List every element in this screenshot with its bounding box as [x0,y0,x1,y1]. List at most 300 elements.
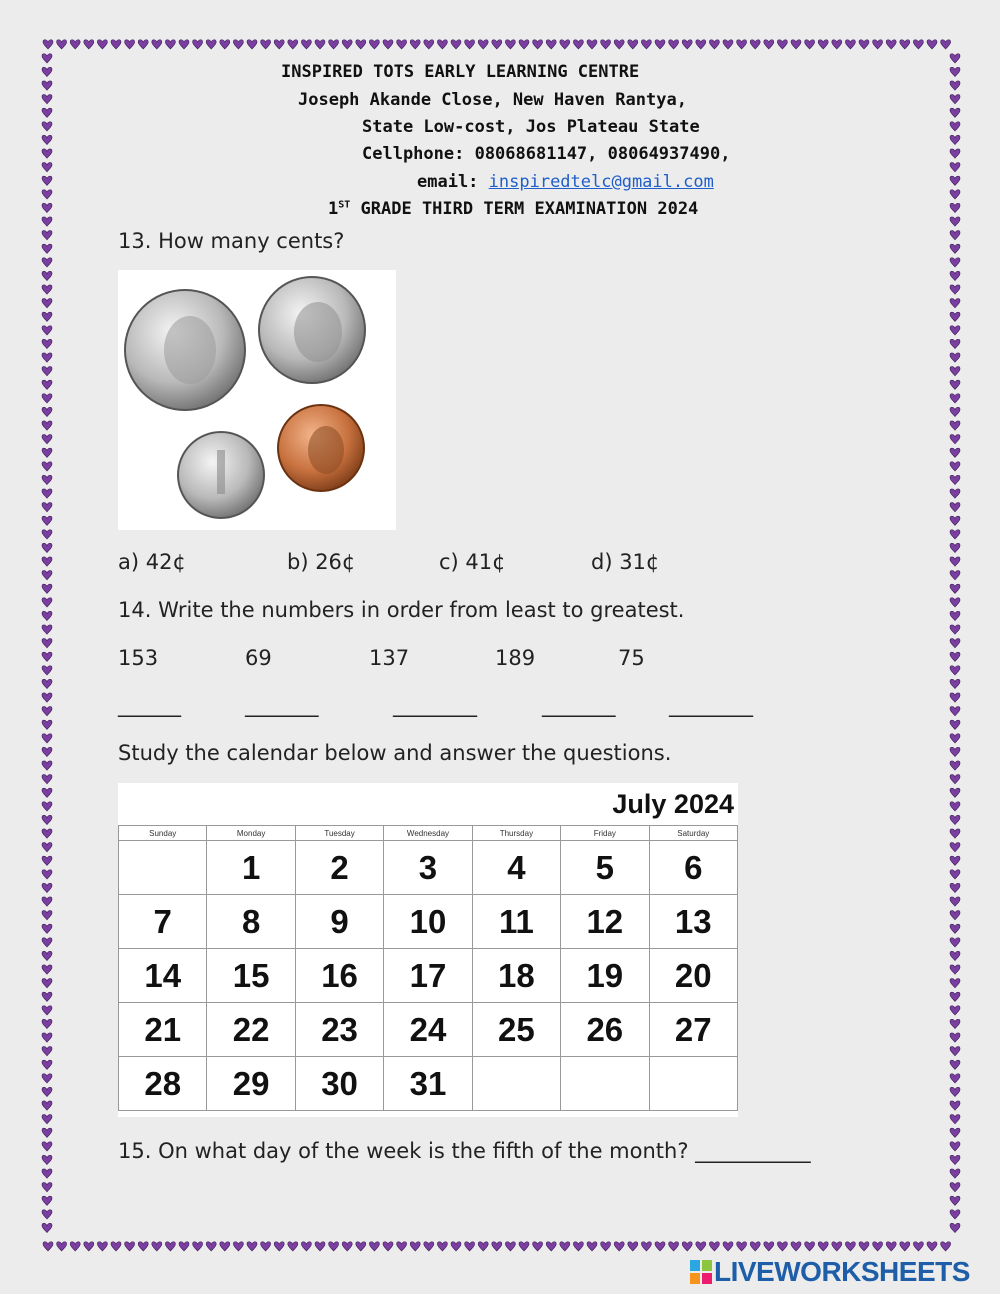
heart-ornament [42,475,52,484]
heart-ornament [478,1242,488,1251]
heart-ornament [519,1242,529,1251]
heart-ornament [950,1128,960,1137]
heart-ornament [950,543,960,552]
heart-ornament [152,1242,162,1251]
heart-ornament [913,1242,923,1251]
heart-ornament [950,802,960,811]
heart-ornament [832,1242,842,1251]
liveworksheets-icon [690,1260,712,1284]
logo-text: LIVEWORKSHEETS [714,1256,970,1287]
calendar-date-cell [561,1057,649,1111]
heart-ornament [950,747,960,756]
email-link[interactable]: inspiredtelc@gmail.com [488,172,714,192]
heart-ornament [950,1087,960,1096]
heart-ornament [84,1242,94,1251]
heart-ornament [43,40,53,49]
heart-ornament [723,40,733,49]
heart-ornament [410,40,420,49]
heart-ornament [356,40,366,49]
heart-ornament [655,40,665,49]
calendar-date-cell: 5 [561,841,649,895]
calendar-week-row [119,841,738,895]
heart-ornament [950,584,960,593]
calendar-week-row [119,895,738,949]
heart-ornament [950,598,960,607]
heart-ornament [42,407,52,416]
heart-ornament [950,394,960,403]
heart-ornament [950,1047,960,1056]
heart-ornament [42,149,52,158]
heart-ornament [950,1101,960,1110]
heart-ornament [950,176,960,185]
calendar-intro: Study the calendar below and answer the questions. [118,741,672,765]
heart-ornament [950,530,960,539]
heart-ornament [152,40,162,49]
heart-ornament [950,843,960,852]
heart-ornament [42,761,52,770]
heart-ornament [950,380,960,389]
calendar-week-row [119,1003,738,1057]
heart-ornament [950,734,960,743]
heart-ornament [950,1169,960,1178]
heart-ornament [42,326,52,335]
heart-ornament [206,1242,216,1251]
heart-ornament [950,1115,960,1124]
heart-ornament [42,271,52,280]
heart-ornament [42,122,52,131]
heart-ornament [42,1047,52,1056]
answer-blank-2[interactable]: _______ [245,693,319,717]
heart-ornament [950,190,960,199]
heart-ornament [950,122,960,131]
option-c: c) 41¢ [439,550,506,574]
calendar-week-row [119,1057,738,1111]
heart-ornament [369,40,379,49]
heart-ornament [818,40,828,49]
heart-ornament [42,176,52,185]
heart-ornament [777,1242,787,1251]
heart-ornament [437,40,447,49]
heart-ornament [42,203,52,212]
heart-ornament [42,938,52,947]
heart-ornament [42,1060,52,1069]
heart-ornament [43,1242,53,1251]
heart-ornament [950,870,960,879]
heart-ornament [42,54,52,63]
heart-ornament [478,40,488,49]
heart-ornament [950,503,960,512]
heart-ornament [950,856,960,865]
exam-title [328,199,698,219]
heart-ornament [737,1242,747,1251]
calendar-date-cell [472,1057,560,1111]
heart-ornament [950,475,960,484]
heart-ornament [329,40,339,49]
number-item: 137 [369,646,410,670]
option-b: b) 26¢ [287,550,356,574]
heart-ornament [42,639,52,648]
heart-ornament [950,979,960,988]
heart-ornament [950,367,960,376]
heart-ornament [220,40,230,49]
heart-ornament [42,843,52,852]
heart-ornament [397,1242,407,1251]
heart-ornament [696,1242,706,1251]
heart-ornament [669,40,679,49]
heart-ornament [42,1006,52,1015]
heart-ornament [42,1128,52,1137]
heart-ornament [950,326,960,335]
heart-ornament [641,1242,651,1251]
heart-ornament [950,1074,960,1083]
heart-ornament [42,747,52,756]
heart-ornament [42,190,52,199]
calendar-date-cell: 24 [384,1003,472,1057]
answer-blank-5[interactable]: ________ [669,693,753,717]
calendar-date-cell: 14 [119,949,207,1003]
heart-ornament [329,1242,339,1251]
heart-ornament [950,54,960,63]
heart-ornament [342,40,352,49]
calendar-day-header: Monday [207,826,295,841]
heart-ornament [42,666,52,675]
calendar-date-cell: 2 [295,841,383,895]
heart-ornament [42,67,52,76]
heart-ornament [42,244,52,253]
heart-ornament [950,1196,960,1205]
heart-ornament [900,1242,910,1251]
heart-ornament [750,40,760,49]
calendar-day-header: Tuesday [295,826,383,841]
heart-ornament [927,40,937,49]
heart-ornament [950,1142,960,1151]
number-item: 153 [118,646,159,670]
calendar-date-cell: 17 [384,949,472,1003]
calendar-date-cell: 28 [119,1057,207,1111]
heart-ornament [533,1242,543,1251]
heart-ornament [342,1242,352,1251]
calendar-date-cell: 9 [295,895,383,949]
heart-ornament [42,1210,52,1219]
heart-ornament [315,40,325,49]
heart-ornament [42,462,52,471]
heart-ornament [614,40,624,49]
heart-ornament [42,312,52,321]
heart-ornament [950,965,960,974]
calendar-day-header: Wednesday [384,826,472,841]
heart-ornament [70,40,80,49]
heart-ornament [111,1242,121,1251]
heart-ornament [900,40,910,49]
answer-blank-4[interactable]: _______ [542,693,616,717]
heart-ornament [950,625,960,634]
heart-ornament [950,815,960,824]
heart-ornament [950,775,960,784]
heart-ornament [950,1006,960,1015]
heart-ornament [950,353,960,362]
calendar-date-cell [649,1057,737,1111]
heart-ornament [220,1242,230,1251]
heart-ornament [587,40,597,49]
calendar-date-cell [119,841,207,895]
address-line-1: Joseph Akande Close, New Haven Rantya, [298,90,687,110]
heart-ornament [42,367,52,376]
heart-ornament [950,299,960,308]
heart-ornament [42,802,52,811]
heart-ornament [42,707,52,716]
heart-ornament [42,516,52,525]
heart-ornament [42,1142,52,1151]
heart-ornament [97,40,107,49]
heart-ornament [873,40,883,49]
heart-ornament [950,639,960,648]
heart-ornament [950,897,960,906]
calendar-date-cell: 8 [207,895,295,949]
heart-ornament [950,135,960,144]
heart-ornament [42,979,52,988]
heart-ornament [519,40,529,49]
heart-ornament [950,81,960,90]
heart-ornament [410,1242,420,1251]
heart-ornament [950,421,960,430]
heart-ornament [950,258,960,267]
heart-ornament [274,1242,284,1251]
heart-ornament [179,1242,189,1251]
heart-ornament [42,1115,52,1124]
heart-ornament [125,1242,135,1251]
heart-ornament [628,1242,638,1251]
heart-ornament [42,353,52,362]
school-name: INSPIRED TOTS EARLY LEARNING CENTRE [281,62,640,82]
calendar-date-cell: 10 [384,895,472,949]
heart-ornament [42,135,52,144]
heart-ornament [288,1242,298,1251]
heart-ornament [950,883,960,892]
answer-blank-1[interactable]: ______ [118,693,181,717]
heart-ornament [206,40,216,49]
heart-ornament [950,557,960,566]
calendar-grid [118,825,738,1111]
heart-ornament [791,1242,801,1251]
heart-ornament [111,40,121,49]
calendar-date-cell: 18 [472,949,560,1003]
calendar-date-cell: 30 [295,1057,383,1111]
heart-ornament [950,924,960,933]
heart-ornament [179,40,189,49]
heart-ornament [42,380,52,389]
heart-ornament [950,108,960,117]
heart-ornament [247,1242,257,1251]
heart-ornament [950,571,960,580]
heart-ornament [941,40,951,49]
heart-ornament [641,40,651,49]
calendar-date-cell: 1 [207,841,295,895]
heart-ornament [941,1242,951,1251]
heart-ornament [42,543,52,552]
heart-ornament [42,530,52,539]
heart-ornament [125,40,135,49]
calendar-date-cell: 12 [561,895,649,949]
heart-ornament [42,299,52,308]
heart-ornament [950,720,960,729]
number-item: 69 [245,646,272,670]
question-14: 14. Write the numbers in order from least to greatest. [118,598,685,622]
heart-ornament [950,707,960,716]
grade-number: 1 [328,199,339,219]
heart-ornament [805,40,815,49]
heart-ornament [492,40,502,49]
heart-ornament [42,924,52,933]
heart-ornament [950,516,960,525]
answer-blank-3[interactable]: ________ [393,693,477,717]
heart-ornament [42,1101,52,1110]
heart-ornament [42,489,52,498]
heart-ornament [950,788,960,797]
heart-ornament [42,911,52,920]
calendar-date-cell: 27 [649,1003,737,1057]
heart-ornament [42,951,52,960]
heart-ornament [950,231,960,240]
heart-ornament [42,435,52,444]
heart-ornament [301,1242,311,1251]
heart-ornament [764,1242,774,1251]
heart-ornament [750,1242,760,1251]
heart-ornament [560,1242,570,1251]
heart-ornament [950,435,960,444]
heart-ornament [950,1210,960,1219]
heart-ornament [42,1087,52,1096]
heart-ornament [950,1183,960,1192]
liveworksheets-logo[interactable] [690,1256,970,1288]
heart-ornament [42,394,52,403]
heart-ornament [42,258,52,267]
heart-ornament [57,1242,67,1251]
heart-ornament [274,40,284,49]
heart-ornament [193,1242,203,1251]
number-item: 75 [618,646,645,670]
calendar-date-cell: 11 [472,895,560,949]
heart-ornament [138,1242,148,1251]
heart-ornament [42,788,52,797]
calendar-date-cell: 3 [384,841,472,895]
calendar-date-cell: 15 [207,949,295,1003]
number-item: 189 [495,646,536,670]
heart-ornament [42,1155,52,1164]
heart-ornament [70,1242,80,1251]
calendar-date-cell: 26 [561,1003,649,1057]
heart-ornament [546,40,556,49]
calendar-title: July 2024 [612,789,734,819]
penny-coin [278,405,364,491]
heart-ornament [818,1242,828,1251]
heart-ornament [397,40,407,49]
heart-ornament [950,203,960,212]
heart-ornament [950,666,960,675]
heart-ornament [42,870,52,879]
heart-ornament [42,1223,52,1232]
heart-ornament [42,95,52,104]
option-d: d) 31¢ [591,550,660,574]
heart-ornament [424,1242,434,1251]
heart-ornament [560,40,570,49]
heart-ornament [950,149,960,158]
heart-ornament [42,965,52,974]
calendar-day-header: Thursday [472,826,560,841]
heart-ornament [315,1242,325,1251]
heart-ornament [950,271,960,280]
heart-ornament [424,40,434,49]
heart-ornament [42,734,52,743]
heart-ornament [42,1074,52,1083]
heart-ornament [805,1242,815,1251]
heart-ornament [573,1242,583,1251]
heart-ornament [832,40,842,49]
calendar-date-cell: 25 [472,1003,560,1057]
heart-ornament [42,1169,52,1178]
heart-ornament [573,40,583,49]
heart-ornament [42,448,52,457]
heart-ornament [546,1242,556,1251]
heart-ornament [42,883,52,892]
heart-ornament [927,1242,937,1251]
heart-ornament [859,1242,869,1251]
heart-ornament [873,1242,883,1251]
email-line [417,172,714,192]
heart-ornament [950,1019,960,1028]
coins-image [118,270,396,530]
calendar-date-cell: 29 [207,1057,295,1111]
calendar-date-cell: 19 [561,949,649,1003]
heart-ornament [950,163,960,172]
heart-ornament [950,462,960,471]
heart-ornament [165,1242,175,1251]
heart-ornament [492,1242,502,1251]
heart-ornament [886,40,896,49]
heart-ornament [777,40,787,49]
heart-ornament [42,163,52,172]
heart-ornament [950,938,960,947]
exam-name: GRADE THIRD TERM EXAMINATION 2024 [350,199,699,219]
heart-ornament [42,693,52,702]
heart-ornament [42,1033,52,1042]
heart-ornament [950,312,960,321]
heart-ornament [791,40,801,49]
heart-ornament [42,679,52,688]
heart-ornament [723,1242,733,1251]
calendar-day-header: Friday [561,826,649,841]
heart-ornament [950,448,960,457]
calendar-date-cell: 23 [295,1003,383,1057]
grade-superscript: ST [338,199,351,211]
heart-ornament [709,40,719,49]
heart-ornament [465,1242,475,1251]
heart-ornament [682,1242,692,1251]
option-a: a) 42¢ [118,550,186,574]
heart-ornament [505,1242,515,1251]
heart-ornament [301,40,311,49]
heart-ornament [369,1242,379,1251]
heart-ornament [950,761,960,770]
heart-ornament [669,1242,679,1251]
heart-ornament [682,40,692,49]
calendar-date-cell: 21 [119,1003,207,1057]
heart-ornament [950,489,960,498]
heart-ornament [42,1196,52,1205]
heart-ornament [42,81,52,90]
quarter-coin [125,290,245,410]
heart-ornament [950,911,960,920]
heart-ornament [950,217,960,226]
